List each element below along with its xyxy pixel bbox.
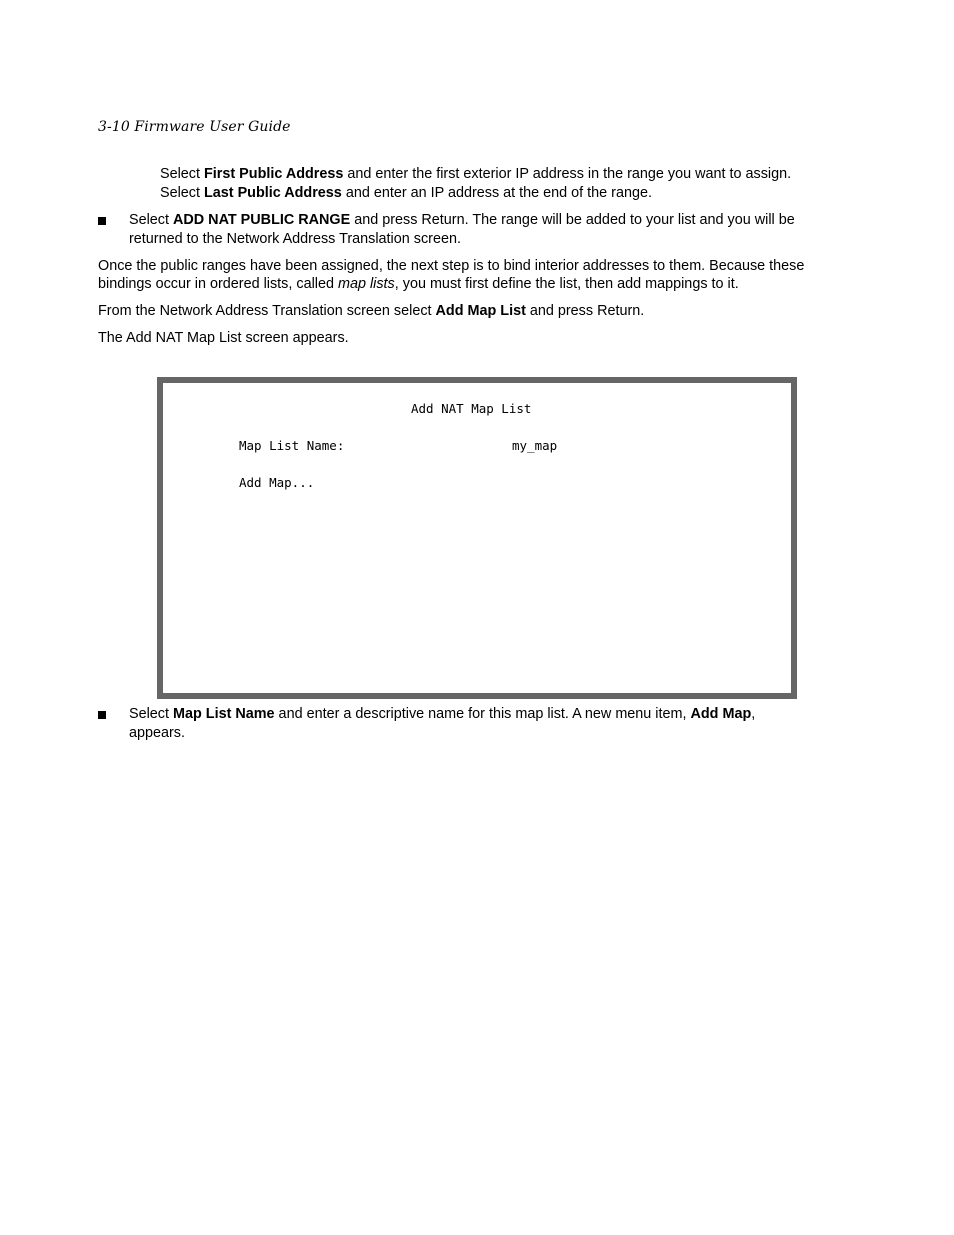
intro-line-1 — [160, 165, 791, 184]
para-1-line-2 — [98, 275, 739, 294]
para-2-pre: From the Network Address Translation screen select — [98, 303, 436, 319]
map-list-name-label: Map List Name: — [239, 438, 345, 453]
map-lists-term: map lists — [337, 276, 395, 292]
para-2 — [98, 302, 644, 321]
add-map-list-term: Add Map List — [435, 303, 526, 319]
para-1-line-1: Once the public ranges have been assigned, the next step is to bind interior addresses to them. Because these — [98, 258, 805, 274]
running-head: 3-10 Firmware User Guide — [98, 119, 291, 135]
para-1-line-2-pre: bindings occur in ordered lists, called — [98, 276, 338, 292]
intro-line-1-pre: Select — [160, 166, 204, 182]
bullet-1-post: and press Return. The range will be added to your list and you will be — [350, 212, 795, 228]
add-map-term: Add Map — [690, 706, 752, 722]
bullet-2-pre: Select — [129, 706, 173, 722]
terminal-screen-figure — [157, 377, 797, 699]
last-public-address-term: Last Public Address — [204, 185, 342, 201]
screen-title: Add NAT Map List — [411, 401, 532, 416]
para-1-line-2-post: , you must first define the list, then add mappings to it. — [394, 276, 739, 292]
bullet-square-icon — [98, 711, 106, 719]
first-public-address-term: First Public Address — [204, 166, 344, 182]
add-nat-public-range-term: ADD NAT PUBLIC RANGE — [173, 212, 351, 228]
bullet-2-line-2: appears. — [129, 725, 186, 741]
map-list-name-term: Map List Name — [173, 706, 275, 722]
para-3: The Add NAT Map List screen appears. — [98, 330, 349, 346]
bullet-2-mid: and enter a descriptive name for this map list. A new menu item, — [274, 706, 691, 722]
bullet-1-line-1 — [129, 211, 795, 230]
bullet-1-pre: Select — [129, 212, 173, 228]
bullet-square-icon — [98, 217, 106, 225]
intro-line-1-post: and enter the first exterior IP address in the range you want to assign. — [343, 166, 792, 182]
bullet-2-post: , — [751, 706, 756, 722]
bullet-1-line-2: returned to the Network Address Translation screen. — [129, 231, 461, 247]
add-map-menu-item: Add Map... — [239, 475, 315, 490]
bullet-2-line-1 — [129, 705, 755, 724]
intro-line-2-post: and enter an IP address at the end of the range. — [341, 185, 652, 201]
intro-line-2 — [160, 184, 652, 203]
para-2-post: and press Return. — [525, 303, 645, 319]
map-list-name-value: my_map — [512, 438, 558, 453]
intro-line-2-pre: Select — [160, 185, 204, 201]
